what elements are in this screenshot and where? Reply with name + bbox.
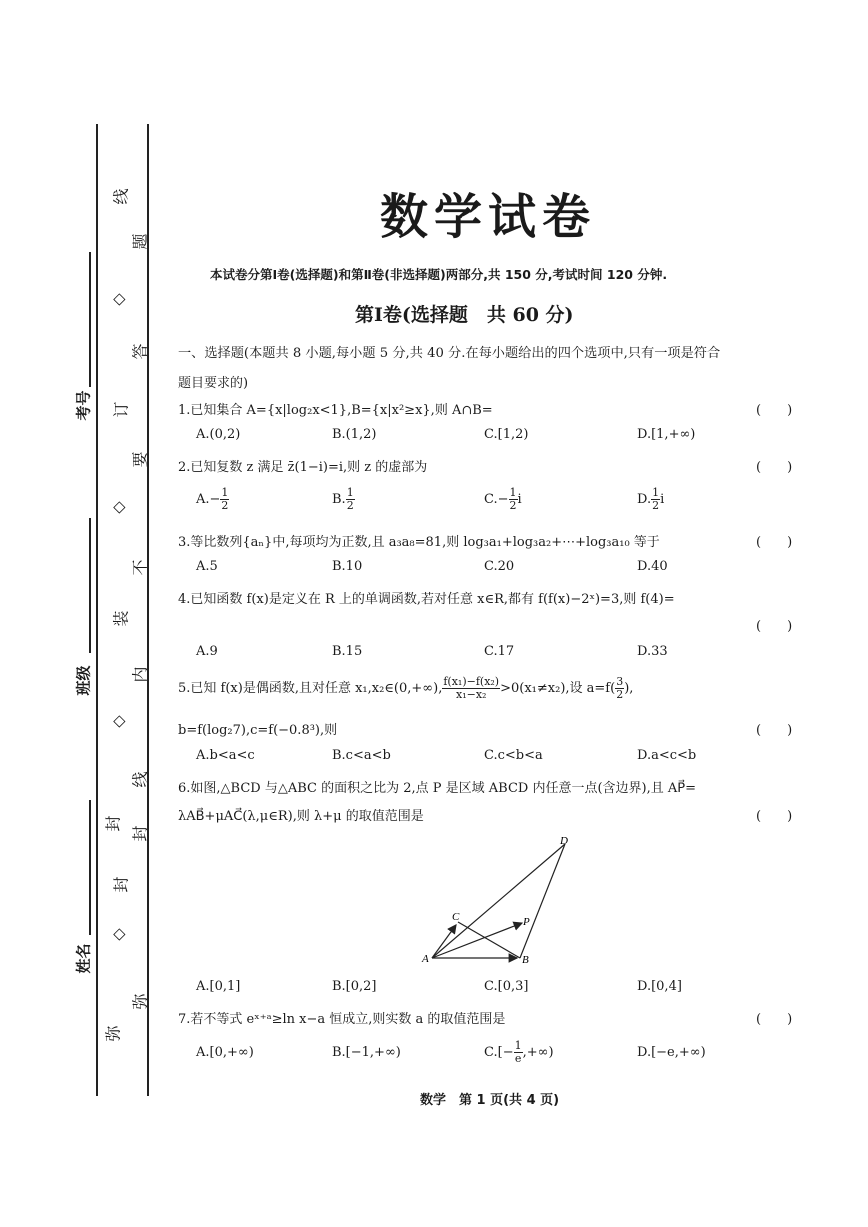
- kaohao-label: 考号: [74, 390, 93, 421]
- seal-char: 弥: [130, 993, 150, 1010]
- seal-char: 内: [130, 666, 150, 683]
- q2-option-b: B. $\frac{1}{2}$: [332, 486, 354, 512]
- question-6-line2: λAB⃗+μAC⃗(λ,μ∈R),则 λ+μ 的取值范围是: [178, 809, 424, 824]
- segment-ad: [432, 844, 565, 958]
- segment-bd: [520, 844, 565, 958]
- diamond-icon: ◇: [108, 293, 128, 306]
- q5-frac: $\frac{\text{f(x₁)−f(x₂)}}{\text{x₁−x₂}}$: [443, 675, 500, 701]
- q6-figure: [420, 832, 580, 966]
- label-c: C: [452, 911, 460, 923]
- mi-outer: 弥: [103, 1025, 123, 1042]
- seal-char: 答: [130, 343, 150, 360]
- q6-option-c: C.[0,3]: [484, 979, 529, 994]
- seal-char: 线: [130, 771, 150, 788]
- seal-char: 封: [111, 876, 131, 893]
- xingming-blank[interactable]: [89, 800, 91, 935]
- q3-option-b: B.10: [332, 559, 363, 574]
- q5-option-b: B.c<a<b: [332, 748, 391, 763]
- answer-paren-7[interactable]: ( ): [756, 1012, 793, 1027]
- q2-option-a: A.− $\frac{1}{2}$: [196, 486, 229, 512]
- answer-paren-2[interactable]: ( ): [756, 460, 793, 475]
- question-1: 1.已知集合 A={x|log₂x<1},B={x|x²≥x},则 A∩B=: [178, 403, 493, 418]
- seal-char: 订: [111, 401, 131, 418]
- banji-label: 班级: [74, 665, 93, 696]
- q6-option-d: D.[0,4]: [637, 979, 682, 994]
- q1-option-d: D.[1,+∞): [637, 427, 696, 442]
- section-heading: 第Ⅰ卷(选择题 共 60 分): [355, 304, 574, 326]
- q3-option-c: C.20: [484, 559, 515, 574]
- xingming-label: 姓名: [74, 943, 93, 974]
- seal-char: 题: [130, 233, 150, 250]
- q5-option-c: C.c<b<a: [484, 748, 543, 763]
- label-p: P: [523, 916, 530, 928]
- q2d-frac: $\frac{1}{2}$: [652, 486, 660, 512]
- banji-blank[interactable]: [89, 518, 91, 653]
- answer-paren-5[interactable]: ( ): [756, 723, 793, 738]
- part1-heading-2: 题目要求的): [178, 376, 249, 391]
- q4-option-b: B.15: [332, 644, 363, 659]
- exam-intro: 本试卷分第Ⅰ卷(选择题)和第Ⅱ卷(非选择题)两部分,共 150 分,考试时间 120 分钟.: [210, 267, 668, 282]
- feng-outer: 封: [103, 815, 123, 832]
- q3-option-d: D.40: [637, 559, 668, 574]
- question-3: 3.等比数列{aₙ}中,每项均为正数,且 a₃a₈=81,则 log₃a₁+log₃a₂+⋯+log₃a₁₀ 等于: [178, 535, 660, 550]
- label-d: D: [560, 835, 568, 847]
- page-footer: 数学 第 1 页(共 4 页): [420, 1093, 560, 1108]
- q2a-frac: $\frac{1}{2}$: [221, 486, 229, 512]
- label-a: A: [422, 953, 429, 965]
- q7-option-a: A.[0,+∞): [196, 1045, 254, 1060]
- q1-option-b: B.(1,2): [332, 427, 377, 442]
- q6-option-b: B.[0,2]: [332, 979, 377, 994]
- seal-char: 要: [130, 451, 150, 468]
- q7-option-c: C.[− $\frac{1}{e}$ ,+∞): [484, 1039, 554, 1065]
- q1-option-c: C.[1,2): [484, 427, 529, 442]
- seal-char: 封: [130, 825, 150, 842]
- answer-paren-3[interactable]: ( ): [756, 535, 793, 550]
- q5-frac-2: $\frac{3}{2}$: [616, 675, 624, 701]
- question-5-line2: b=f(log₂7),c=f(−0.8³),则: [178, 723, 338, 738]
- question-2: 2.已知复数 z 满足 z̄(1−i)=i,则 z 的虚部为: [178, 460, 428, 475]
- binding-line-outer: [96, 124, 98, 1096]
- part1-heading: 一、选择题(本题共 8 小题,每小题 5 分,共 40 分.在每小题给出的四个选项中,只有一项是符合: [178, 346, 721, 361]
- seal-char: 线: [111, 188, 131, 205]
- q4-option-d: D.33: [637, 644, 668, 659]
- question-6: 6.如图,△BCD 与△ABC 的面积之比为 2,点 P 是区域 ABCD 内任意一点(含边界),且 AP⃗=: [178, 781, 696, 796]
- question-7: 7.若不等式 eˣ⁺ᵃ≥ln x−a 恒成立,则实数 a 的取值范围是: [178, 1012, 506, 1027]
- q1-option-a: A.(0,2): [196, 427, 241, 442]
- vector-ap: [432, 923, 522, 958]
- q7c-frac: $\frac{1}{e}$: [514, 1039, 522, 1065]
- kaohao-blank[interactable]: [89, 252, 91, 387]
- page-title: 数学试卷: [380, 189, 597, 245]
- seal-char: 不: [130, 559, 150, 576]
- q3-option-a: A.5: [196, 559, 218, 574]
- q6-option-a: A.[0,1]: [196, 979, 241, 994]
- q7-option-d: D.[−e,+∞): [637, 1045, 706, 1060]
- diamond-icon: ◇: [108, 501, 128, 514]
- q2c-frac: $\frac{1}{2}$: [509, 486, 517, 512]
- diamond-icon: ◇: [108, 928, 128, 941]
- q4-option-c: C.17: [484, 644, 515, 659]
- answer-paren-1[interactable]: ( ): [756, 403, 793, 418]
- q2-option-d: D. $\frac{1}{2}$ i: [637, 486, 665, 512]
- q7-option-b: B.[−1,+∞): [332, 1045, 401, 1060]
- label-b: B: [522, 954, 529, 966]
- q2b-frac: $\frac{1}{2}$: [346, 486, 354, 512]
- q2-option-c: C.− $\frac{1}{2}$ i: [484, 486, 522, 512]
- q4-option-a: A.9: [196, 644, 218, 659]
- answer-paren-4[interactable]: ( ): [756, 619, 793, 634]
- binding-line-inner: [147, 124, 149, 1096]
- question-5: 5.已知 f(x)是偶函数,且对任意 x₁,x₂∈(0,+∞), $\frac{\text{f(x₁)−f(x₂)}}{\text{x₁−x₂}}$ >0(x₁≠x₂),设 a=f( $\frac{3}{2}$ ),: [178, 675, 634, 701]
- q5-option-a: A.b<a<c: [196, 748, 255, 763]
- question-4: 4.已知函数 f(x)是定义在 R 上的单调函数,若对任意 x∈R,都有 f(f(x)−2ˣ)=3,则 f(4)=: [178, 592, 675, 607]
- diamond-icon: ◇: [108, 715, 128, 728]
- answer-paren-6[interactable]: ( ): [756, 809, 793, 824]
- seal-char: 装: [111, 610, 131, 627]
- q5-option-d: D.a<c<b: [637, 748, 697, 763]
